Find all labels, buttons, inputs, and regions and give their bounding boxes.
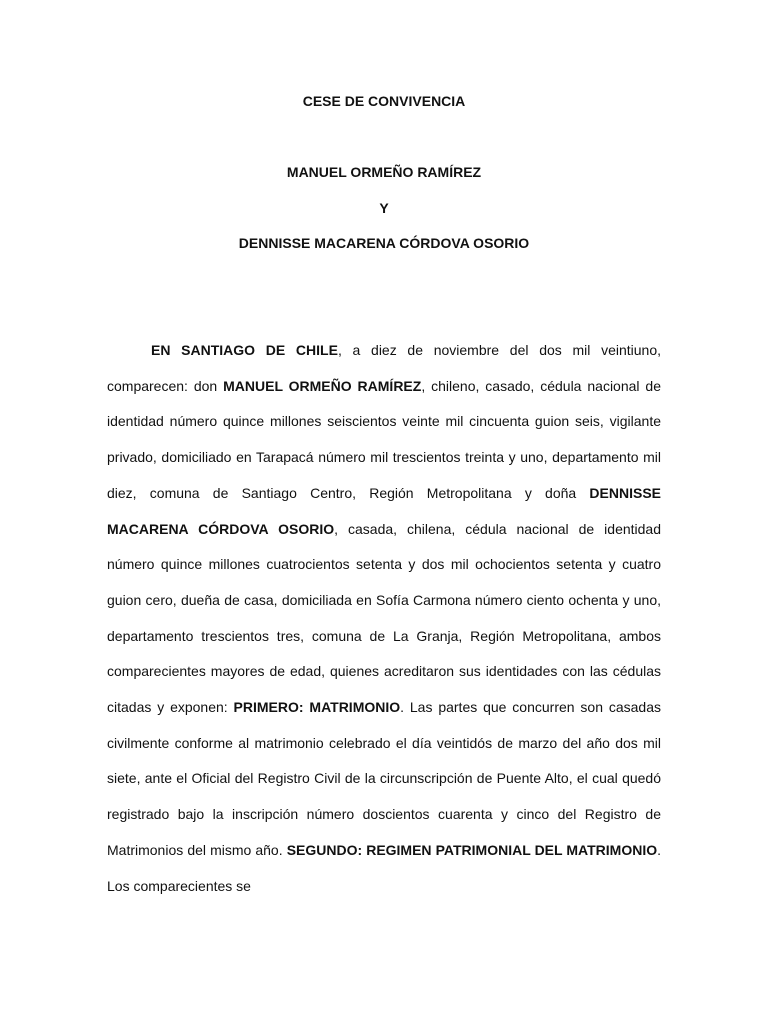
- body-text-1: , a diez de noviembre del dos mil veintiuno, comparecen: don: [107, 342, 661, 394]
- name-1-bold: MANUEL ORMEÑO RAMÍREZ: [223, 377, 422, 394]
- clause-1-heading: PRIMERO: MATRIMONIO: [233, 699, 401, 716]
- body-text-2: , chileno, casado, cédula nacional de identidad número quince millones seiscientos veinte mil cincuenta guion seis, vigilante privado, domiciliado en Tarapacá número mil trescientos treinta y uno, departamento mil diez, comuna de Santiago Centro, Región Metropolitana y doña: [107, 377, 662, 501]
- body-text-3: , casada, chilena, cédula nacional de identidad número quince millones cuatrocientos setenta y dos mil ochocientos setenta y cuatro guion cero, dueña de casa, domiciliada en Sofía Carmona número ciento ochenta y uno, departamento trescientos tres, comuna de La Granja, Región Metropolitana, ambos comparecientes mayores de edad, quienes acreditaron sus identidades con las cédulas citadas y exponen:: [107, 520, 661, 716]
- document-title: CESE DE CONVIVENCIA: [302, 93, 466, 109]
- body-paragraph: [107, 333, 661, 904]
- conjunction: Y: [379, 200, 389, 216]
- place-bold: EN SANTIAGO DE CHILE: [151, 342, 338, 358]
- body-text-5: . Los comparecientes se: [107, 841, 662, 894]
- name-2-bold: DENNISSE MACARENA CÓRDOVA OSORIO: [107, 484, 661, 537]
- party-1-name: MANUEL ORMEÑO RAMÍREZ: [286, 164, 482, 180]
- clause-2-heading: SEGUNDO: REGIMEN PATRIMONIAL DEL MATRIMONIO: [286, 841, 658, 858]
- body-text-4: . Las partes que concurren son casadas civilmente conforme al matrimonio celebrado el día veintidós de marzo del año dos mil siete, ante el Oficial del Registro Civil de la circunscripción de Puente Alto, el cual quedó registrado bajo la inscripción número doscientos cuarenta y cinco del Registro de Matrimonios del mismo año.: [107, 699, 661, 858]
- party-2-name: DENNISSE MACARENA CÓRDOVA OSORIO: [238, 235, 530, 251]
